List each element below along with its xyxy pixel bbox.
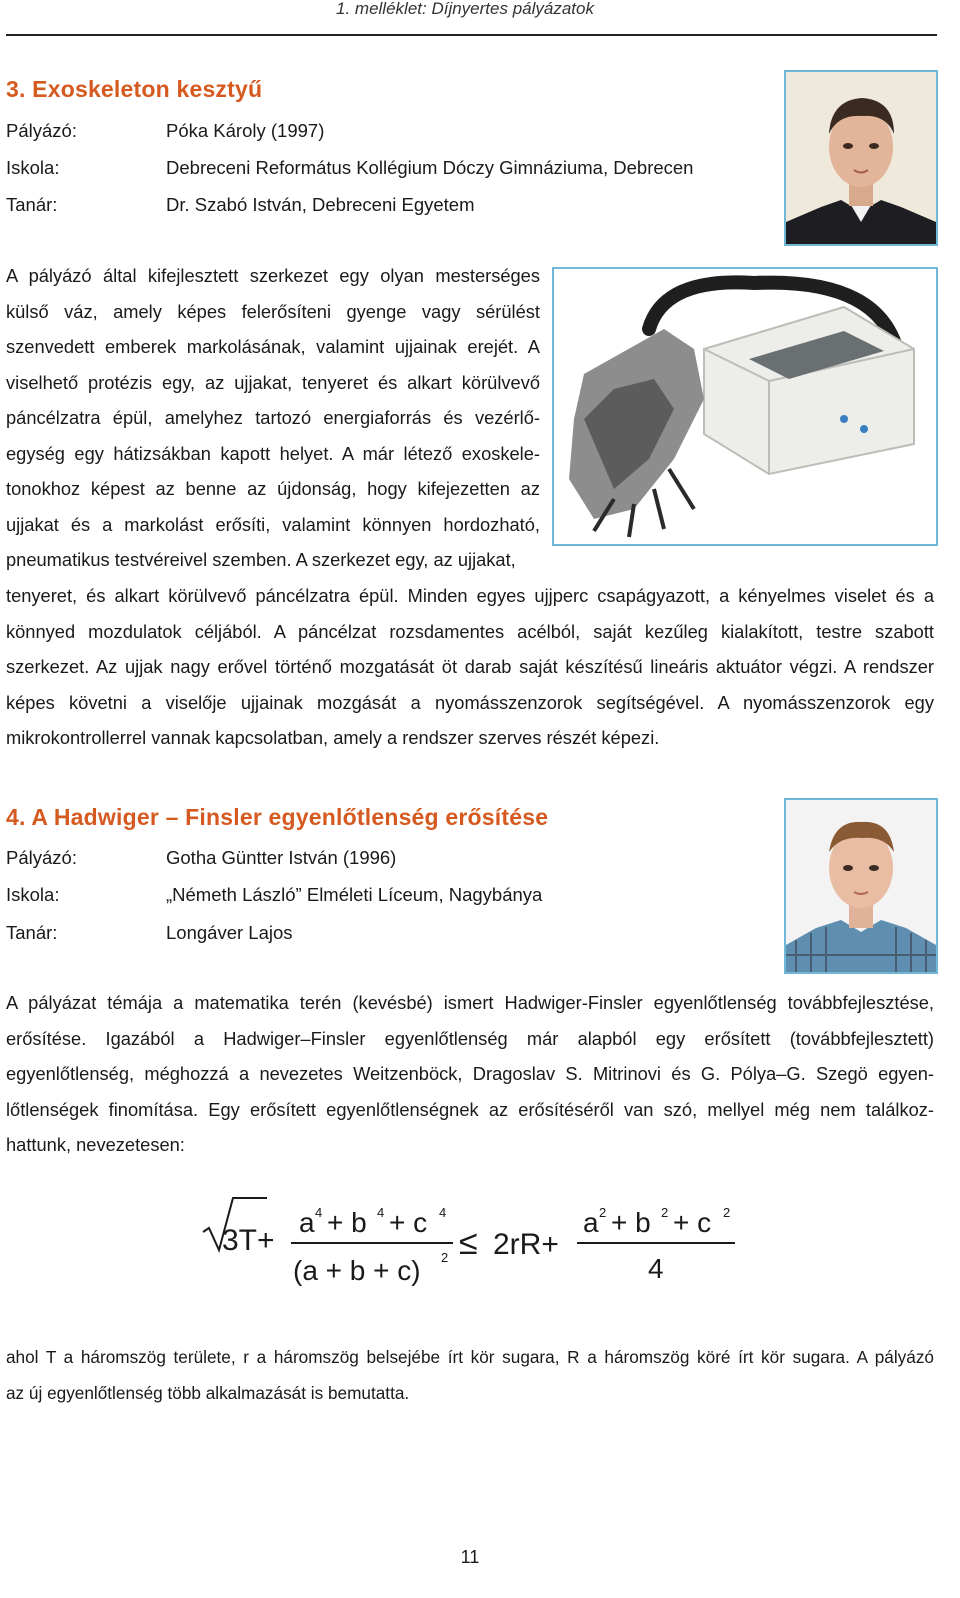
formula-num2-a: a bbox=[583, 1207, 599, 1238]
formula-num2-b: + b bbox=[611, 1207, 651, 1238]
formula-exp: 4 bbox=[315, 1205, 323, 1220]
paragraph-line: tenyeret, és alkart körülvevő páncélzatra épül. Minden egyes ujjperc csapágyazott, a kényelmes viselet és a bbox=[6, 585, 934, 606]
paragraph-line: külső váz, amely képes felerősíteni gyenge vagy sérülést bbox=[6, 300, 540, 322]
paragraph-line: pneumatikus testvéreivel szemben. A szerkezet egy, az ujjakat, bbox=[6, 549, 516, 570]
paragraph-line: mikrokontrollerrel vannak kapcsolatban, amely a rendszer szerves részét képezi. bbox=[6, 727, 660, 748]
section-3-title: 3. Exoskeleton kesztyű bbox=[6, 76, 263, 102]
formula-num1-b: + b bbox=[327, 1207, 367, 1238]
meta-label: Tanár: bbox=[6, 922, 58, 943]
meta-label: Pályázó: bbox=[6, 120, 77, 141]
meta-value: Póka Károly (1997) bbox=[166, 120, 325, 141]
formula-exp: 4 bbox=[439, 1205, 447, 1220]
paragraph-line: szerkezet. Az ujjak nagy erővel történő mozgatását öt darab saját készítésű lineáris aktuátor végzi. A rendszer bbox=[6, 656, 934, 677]
formula-den1: (a + b + c) bbox=[293, 1255, 421, 1286]
meta-value: „Németh László” Elméleti Líceum, Nagybánya bbox=[166, 884, 543, 905]
paragraph-line: erősítése. Igazából a Hadwiger–Finsler egyenlőtlenség már alapból egy erősített (továbbfejlesztett) bbox=[6, 1027, 934, 1049]
formula-mid: 2rR+ bbox=[493, 1228, 559, 1261]
paragraph-line: szenvedett emberek markolásának, valamint ujjainak erejét. A bbox=[6, 336, 540, 357]
paragraph-line: az új egyenlőtlenség több alkalmazását is bemutatta. bbox=[6, 1382, 410, 1403]
inequality-formula bbox=[195, 1190, 755, 1300]
meta-value: Dr. Szabó István, Debreceni Egyetem bbox=[166, 194, 475, 215]
formula-num2-c: + c bbox=[673, 1207, 712, 1238]
formula-leq: ≤ bbox=[459, 1224, 478, 1262]
formula-num1-a: a bbox=[299, 1207, 315, 1238]
section-4-title: 4. A Hadwiger – Finsler egyenlőtlenség erősítése bbox=[6, 804, 549, 830]
meta-label: Iskola: bbox=[6, 157, 60, 178]
paragraph-line: viselhető protézis egy, az ujjakat, tenyeret és alkart körülvevő bbox=[6, 371, 540, 393]
applicant-portrait-photo bbox=[784, 70, 938, 246]
paragraph-line: egyenlőtlenség, méghozzá a nevezetes Weitzenböck, Dragoslav S. Mitrinovi és G. Pólya–G. Szegö egyen- bbox=[6, 1063, 934, 1084]
header-divider bbox=[6, 34, 937, 36]
formula-den2: 4 bbox=[648, 1253, 664, 1284]
meta-label: Iskola: bbox=[6, 884, 60, 905]
paragraph-line: A pályázó által kifejlesztett szerkezet egy olyan mesterséges bbox=[6, 265, 540, 286]
formula-exp: 2 bbox=[723, 1205, 731, 1220]
meta-value: Gotha Güntter István (1996) bbox=[166, 847, 397, 868]
running-header: 1. melléklet: Díjnyertes pályázatok bbox=[336, 0, 594, 18]
paragraph-line: könnyed mozdulatok céljából. A páncélzat rozsdamentes acélból, saját kezűleg kialakított, testre szabott bbox=[6, 620, 934, 642]
paragraph-line: A pályázat témája a matematika terén (kevésbé) ismert Hadwiger-Finsler egyenlőtlenség továbbfejlesztése, bbox=[6, 992, 934, 1013]
paragraph-line: lőtlenségek finomítása. Egy erősített egyenlőtlenségnek az erősítéséről van szó, mellyel még nem találkoz- bbox=[6, 1098, 934, 1120]
paragraph-line: ujjakat és a markolást erősíti, valamint könnyen hordozható, bbox=[6, 513, 540, 535]
paragraph-line: ahol T a háromszög területe, r a háromszög belsejébe írt kör sugara, R a háromszög köré írt kör sugara. A pályázó bbox=[6, 1347, 934, 1367]
formula-exp: 2 bbox=[599, 1205, 607, 1220]
page-number: 11 bbox=[460, 1547, 480, 1567]
paragraph-line: páncélzatra épül, amelyhez tartozó energiaforrás és vezérlő- bbox=[6, 407, 540, 428]
formula-exp: 4 bbox=[377, 1205, 385, 1220]
formula-exp: 2 bbox=[441, 1250, 449, 1265]
section-3-paragraph-wrapped bbox=[6, 258, 540, 578]
exoskeleton-glove-photo bbox=[552, 267, 938, 546]
formula-exp: 2 bbox=[661, 1205, 669, 1220]
formula-num1-c: + c bbox=[389, 1207, 428, 1238]
section-4-closing bbox=[6, 1340, 934, 1411]
paragraph-line: képes követni a viselője ujjainak mozgását a nyomásszenzorok segítségével. A nyomásszenzorok egy bbox=[6, 691, 934, 713]
paragraph-line: egység egy hátizsákban kapott helyet. A már létező exoskele- bbox=[6, 442, 540, 464]
meta-label: Tanár: bbox=[6, 194, 58, 215]
paragraph-line: tonokhoz képest az benne az újdonság, hogy kifejezetten az bbox=[6, 478, 540, 499]
section-4-paragraph bbox=[6, 985, 934, 1163]
meta-value: Longáver Lajos bbox=[166, 922, 293, 943]
meta-label: Pályázó: bbox=[6, 847, 77, 868]
meta-value: Debreceni Református Kollégium Dóczy Gimnáziuma, Debrecen bbox=[166, 157, 694, 178]
formula-sqrt-term: 3T+ bbox=[222, 1224, 275, 1257]
applicant-portrait-photo bbox=[784, 798, 938, 974]
section-3-paragraph-full bbox=[6, 578, 934, 756]
paragraph-line: hattunk, nevezetesen: bbox=[6, 1134, 185, 1155]
